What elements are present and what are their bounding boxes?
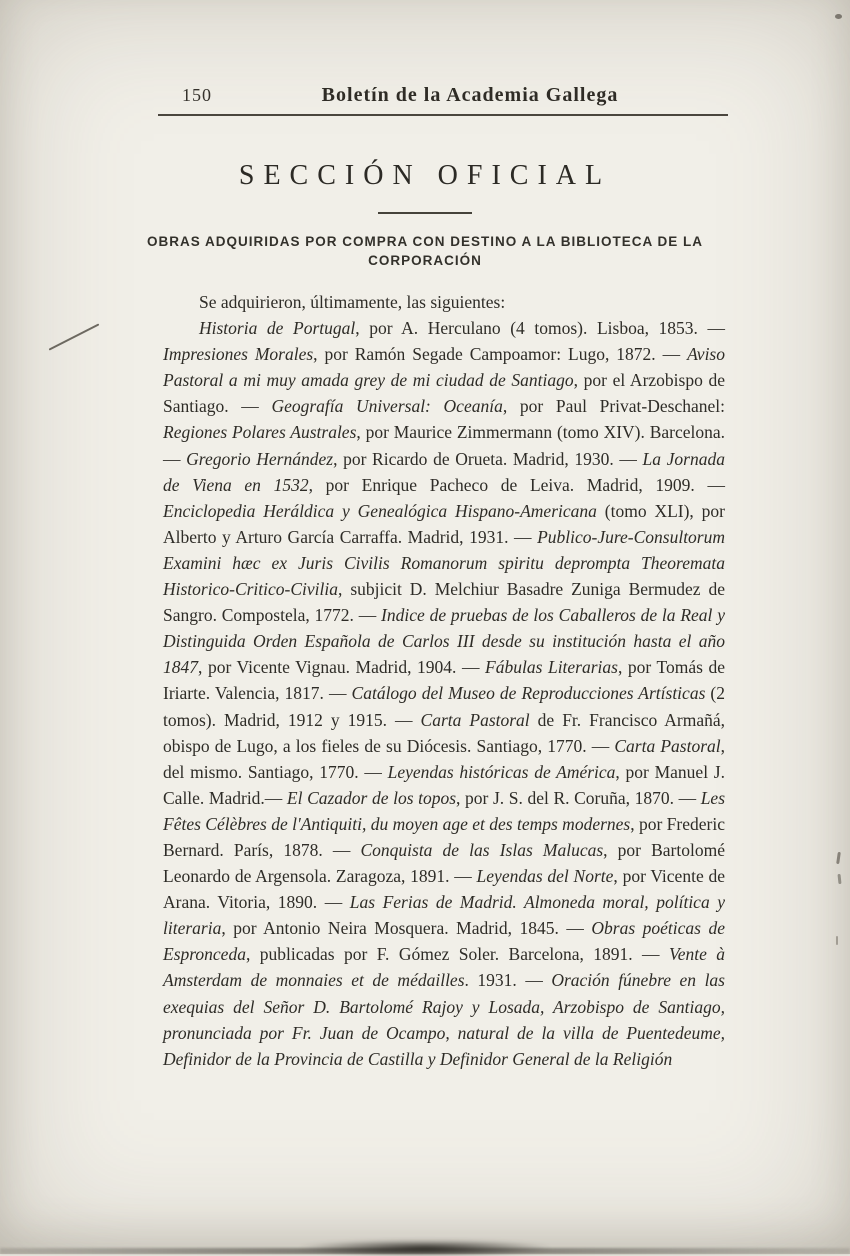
text-run: Obras poéticas de Espronceda (163, 918, 725, 965)
text-run: El Cazador de los topos (286, 787, 457, 808)
text-run: , por Vicente de Arana. Vitoria, 1890. — (163, 866, 725, 913)
text-run: (2 tomos). Madrid, 1912 y 1915. — (163, 683, 726, 730)
text-run: , por Paul Privat-Deschanel: (502, 396, 725, 417)
journal-title: Boletín de la Academia Gallega (321, 84, 619, 106)
text-run: Conquista de las Islas Malucas (360, 839, 604, 860)
edge-mark-artifact (837, 874, 841, 884)
text-run: Vente à Amsterdam de monnaies et de médailles (163, 944, 725, 991)
text-run: La Jornada de Viena en 1532 (163, 448, 725, 495)
text-run: , del mismo. Santiago, 1770. — (163, 735, 725, 782)
text-run: , por Enrique Pacheco de Leiva. Madrid, 1909. — (308, 474, 725, 495)
text-run: , publicadas por F. Gómez Soler. Barcelona, 1891. — (245, 944, 669, 965)
text-run: , por Ramón Segade Campoamor: Lugo, 1872. — (313, 344, 688, 365)
text-run: Regiones Polares Australes (163, 422, 357, 443)
text-run: , subjicit D. Melchiur Basadre Zuniga Bermudez de Sangro. Compostela, 1772. — (163, 579, 725, 626)
text-run: , por Frederic Bernard. París, 1878. — (163, 813, 725, 860)
text-run: Carta Pastoral (420, 709, 530, 730)
text-run: , por Maurice Zimmermann (tomo XIV). Barcelona. — (163, 422, 726, 469)
text-run: Fábulas Literarias (485, 657, 618, 678)
text-run: , por Vicente Vignau. Madrid, 1904. — (198, 657, 486, 678)
text-run: Geografía Universal: Oceanía (271, 396, 503, 417)
text-run: , por Bartolomé Leonardo de Argensola. Zaragoza, 1891. — (163, 839, 725, 887)
pen-mark-artifact (49, 323, 100, 350)
text-run: . 1931. — (464, 970, 552, 991)
text-run: Historia de Portugal (199, 318, 356, 339)
title-rule (378, 212, 472, 214)
text-run: Les Fêtes Célèbres de l'Antiquiti, du moyen age et des temps modernes (163, 787, 725, 834)
text-run: , por Manuel J. Calle. Madrid.— (163, 761, 725, 808)
text-run: , por Antonio Neira Mosquera. Madrid, 1845. — (221, 918, 592, 939)
edge-mark-artifact (836, 936, 838, 945)
intro-paragraph: Se adquirieron, últimamente, las siguientes: (199, 292, 506, 312)
body-text (163, 289, 725, 1072)
text-run: , por el Arzobispo de Santiago. — (163, 370, 725, 417)
text-run: de Fr. Francisco Armañá, obispo de Lugo, a los fieles de su Diócesis. Santiago, 1770. — (163, 709, 725, 756)
text-run: Catálogo del Museo de Reproducciones Artísticas (351, 683, 706, 704)
section-title: SECCIÓN OFICIAL (238, 160, 612, 191)
text-run: , por A. Herculano (4 tomos). Lisboa, 1853. — (355, 318, 726, 339)
text-run: Leyendas del Norte (476, 866, 614, 887)
section-subtitle: OBRAS ADQUIRIDAS POR COMPRA CON DESTINO A LA BIBLIOTECA DE LA CORPORACIÓN (146, 234, 703, 268)
text-run: (tomo XLI), por Alberto y Arturo García Carraffa. Madrid, 1931. — (163, 500, 725, 547)
text-run: , por Ricardo de Orueta. Madrid, 1930. — (333, 448, 643, 469)
page-number: 150 (182, 85, 212, 105)
text-run: Las Ferias de Madrid. Almoneda moral, política y literaria (163, 892, 726, 939)
page-header (158, 84, 728, 116)
scan-speck-artifact (835, 14, 842, 19)
text-run: , por Tomás de Iriarte. Valencia, 1817. — (163, 657, 726, 704)
text-run: Aviso Pastoral a mi muy amada grey de mi ciudad de Santiago (163, 344, 725, 391)
header-row (158, 84, 728, 107)
book-list-paragraph (163, 315, 725, 1072)
text-run: Gregorio Hernández (186, 448, 334, 469)
text-run: , por J. S. del R. Coruña, 1870. — (456, 787, 701, 808)
header-rule (158, 114, 728, 116)
edge-mark-artifact (836, 852, 841, 864)
text-run: Publico-Jure-Consultorum Examini hæc ex Juris Civilis Romanorum spiritu deprompta Theoremata Historico-Critico-Civilia (163, 526, 725, 600)
text-run: Impresiones Morales (163, 344, 314, 365)
text-run: Oración fúnebre en las exequias del Señor D. Bartolomé Rajoy y Losada, Arzobispo de Santiago, pronunciada por Fr. Juan de Ocampo, natural de la villa de Puentedeume, Definidor de la Provincia de Castilla y Definidor General de la Religión (163, 970, 725, 1069)
text-run: Leyendas históricas de América (387, 761, 616, 782)
text-run: Carta Pastoral (614, 735, 721, 756)
text-run: Enciclopedia Heráldica y Genealógica Hispano-Americana (163, 500, 597, 521)
text-run: Indice de pruebas de los Caballeros de la Real y Distinguida Orden Española de Carlos III desde su institución hasta el año 1847 (163, 605, 725, 678)
